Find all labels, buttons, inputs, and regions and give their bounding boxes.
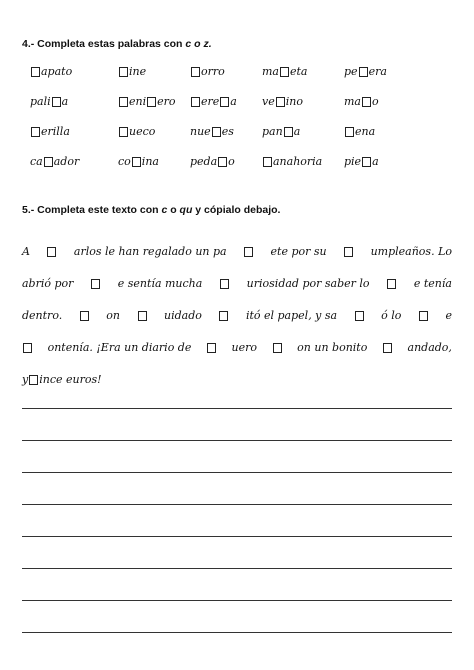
blank-letter-box[interactable] (220, 279, 229, 289)
word-text: pe (344, 65, 358, 78)
blank-letter-box[interactable] (119, 127, 128, 137)
blank-letter-box[interactable] (31, 67, 40, 77)
exercise-4-letters: c o z. (185, 38, 212, 50)
fill-word (262, 125, 300, 138)
word-text: e (445, 309, 452, 322)
word-text: pie (344, 155, 362, 168)
exercise-5-heading-o: o (167, 204, 180, 216)
word-text: ere (201, 95, 220, 108)
blank-letter-box[interactable] (119, 67, 128, 77)
blank-letter-box[interactable] (29, 375, 38, 385)
blank-letter-box[interactable] (119, 97, 128, 107)
text-line (22, 277, 452, 290)
blank-letter-box[interactable] (362, 157, 371, 167)
blank-letter-box[interactable] (362, 97, 371, 107)
word-text: ete por su (270, 245, 327, 258)
copy-rule-line[interactable] (22, 536, 452, 537)
word-text: ena (355, 125, 376, 138)
word-text: ó lo (381, 309, 402, 322)
fill-word (344, 155, 379, 168)
word-text: ontenía. ¡Era un diario de (47, 341, 192, 354)
word-text: eta (290, 65, 308, 78)
word-text: eni (129, 95, 147, 108)
fill-word (118, 125, 155, 138)
blank-letter-box[interactable] (52, 97, 61, 107)
word-text: uriosidad por saber lo (246, 277, 370, 290)
word-text: e tenía (413, 277, 452, 290)
blank-letter-box[interactable] (44, 157, 53, 167)
word-text: pali (30, 95, 51, 108)
word-text: abrió por (22, 277, 74, 290)
exercise-5-heading (22, 204, 280, 216)
fill-word (30, 155, 79, 168)
word-text: ueco (129, 125, 156, 138)
word-text: erilla (41, 125, 70, 138)
text-line (22, 341, 452, 354)
fill-word (262, 65, 308, 78)
text-line (22, 373, 452, 386)
blank-letter-box[interactable] (132, 157, 141, 167)
word-text: apato (41, 65, 73, 78)
word-text: co (118, 155, 131, 168)
blank-letter-box[interactable] (47, 247, 56, 257)
fill-word (344, 125, 375, 138)
fill-word (30, 125, 70, 138)
blank-letter-box[interactable] (220, 97, 229, 107)
blank-letter-box[interactable] (138, 311, 147, 321)
word-text: a (372, 155, 379, 168)
word-text: ero (157, 95, 176, 108)
word-text: andado, (407, 341, 452, 354)
word-text: pan (262, 125, 283, 138)
word-text: era (368, 65, 387, 78)
fill-word (190, 95, 237, 108)
word-text: on (106, 309, 120, 322)
word-text: uidado (164, 309, 202, 322)
blank-letter-box[interactable] (387, 279, 396, 289)
blank-letter-box[interactable] (344, 247, 353, 257)
blank-letter-box[interactable] (23, 343, 32, 353)
exercise-5-heading-suffix: y cópialo debajo. (192, 204, 281, 216)
blank-letter-box[interactable] (31, 127, 40, 137)
blank-letter-box[interactable] (359, 67, 368, 77)
blank-letter-box[interactable] (355, 311, 364, 321)
word-text: A (22, 245, 30, 258)
word-text: o (228, 155, 235, 168)
blank-letter-box[interactable] (219, 311, 228, 321)
blank-letter-box[interactable] (212, 127, 221, 137)
word-text: uero (231, 341, 258, 354)
blank-letter-box[interactable] (284, 127, 293, 137)
fill-word (30, 95, 68, 108)
text-line (22, 309, 452, 322)
copy-rule-line[interactable] (22, 472, 452, 473)
word-text: orro (201, 65, 225, 78)
copy-rule-line[interactable] (22, 408, 452, 409)
word-text: ma (344, 95, 361, 108)
exercise-5-heading-text: 5.- Completa este texto con (22, 204, 162, 216)
word-text: arlos le han regalado un pa (73, 245, 227, 258)
word-text: itó el papel, y sa (245, 309, 338, 322)
blank-letter-box[interactable] (91, 279, 100, 289)
word-text: on un bonito (297, 341, 368, 354)
word-text: a (61, 95, 69, 108)
word-text: a (293, 125, 301, 138)
copy-rule-line[interactable] (22, 568, 452, 569)
word-text: ador (53, 155, 80, 168)
fill-word (344, 65, 387, 78)
word-text: es (221, 125, 234, 138)
word-text: peda (190, 155, 218, 168)
blank-letter-box[interactable] (191, 97, 200, 107)
word-text: nue (190, 125, 211, 138)
blank-letter-box[interactable] (147, 97, 156, 107)
fill-word (262, 155, 322, 168)
word-text: umpleaños. Lo (370, 245, 452, 258)
copy-rule-line[interactable] (22, 600, 452, 601)
word-text: a (230, 95, 237, 108)
copy-rule-line[interactable] (22, 504, 452, 505)
word-text: ince euros! (39, 373, 102, 386)
word-text: o (372, 95, 379, 108)
word-text: dentro. (22, 309, 63, 322)
fill-word (118, 155, 159, 168)
blank-letter-box[interactable] (273, 343, 282, 353)
word-text: ino (285, 95, 303, 108)
blank-letter-box[interactable] (207, 343, 216, 353)
blank-letter-box[interactable] (280, 67, 289, 77)
fill-word (190, 65, 225, 78)
fill-word (344, 95, 379, 108)
blank-letter-box[interactable] (419, 311, 428, 321)
word-text: ve (262, 95, 275, 108)
blank-letter-box[interactable] (263, 157, 272, 167)
word-text: ma (262, 65, 279, 78)
copy-rule-line[interactable] (22, 632, 452, 633)
word-text: ine (129, 65, 147, 78)
exercise-5-letters-qu: qu (179, 204, 193, 216)
blank-letter-box[interactable] (191, 67, 200, 77)
fill-word (30, 65, 72, 78)
fill-word (118, 65, 146, 78)
exercise-5-letter-c: c (161, 204, 168, 216)
fill-word (190, 125, 234, 138)
fill-word (190, 155, 235, 168)
word-text: y (22, 373, 29, 386)
fill-word (118, 95, 176, 108)
blank-letter-box[interactable] (276, 97, 285, 107)
blank-letter-box[interactable] (244, 247, 253, 257)
fill-word (262, 95, 303, 108)
exercise-4-heading (22, 38, 212, 50)
blank-letter-box[interactable] (383, 343, 392, 353)
copy-rule-line[interactable] (22, 440, 452, 441)
blank-letter-box[interactable] (345, 127, 354, 137)
word-text: e sentía mucha (117, 277, 203, 290)
exercise-4-heading-text: 4.- Completa estas palabras con (22, 38, 186, 50)
text-line (22, 245, 452, 258)
word-text: anahoria (273, 155, 323, 168)
word-text: ca (30, 155, 43, 168)
blank-letter-box[interactable] (80, 311, 89, 321)
blank-letter-box[interactable] (218, 157, 227, 167)
word-text: ina (141, 155, 159, 168)
